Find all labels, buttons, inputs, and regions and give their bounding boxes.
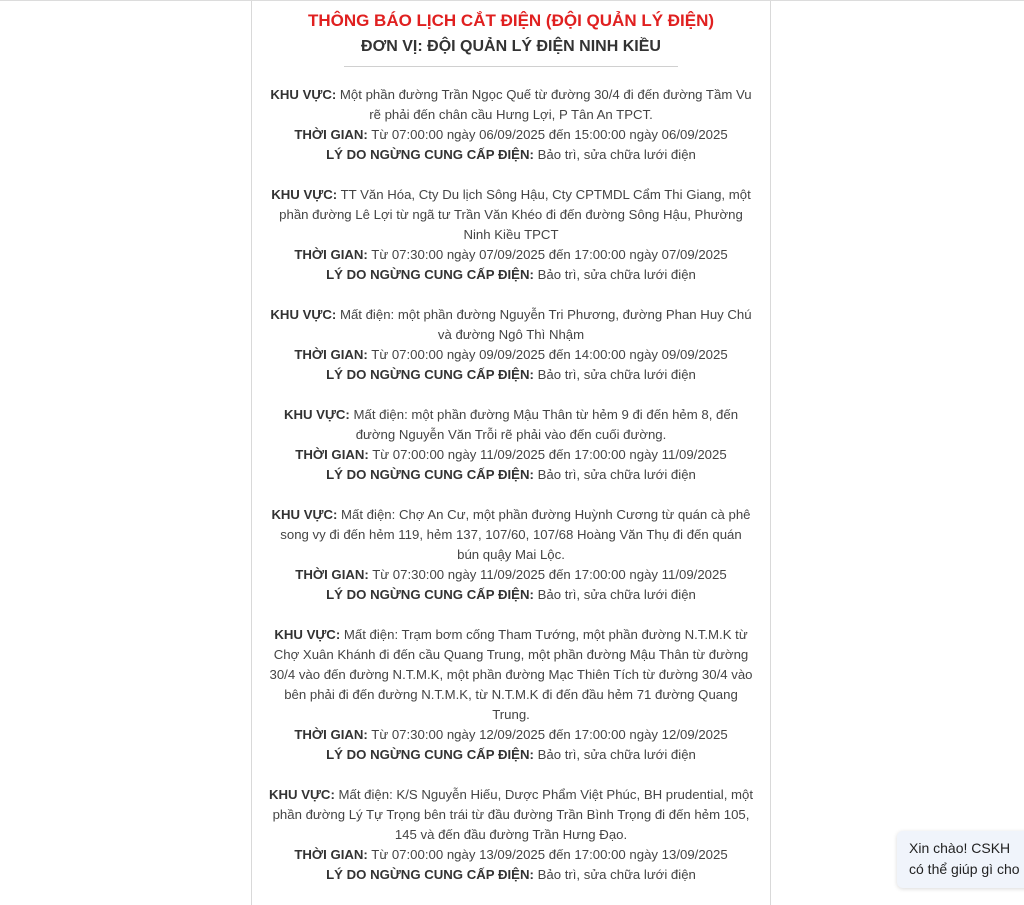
notice-subtitle: ĐƠN VỊ: ĐỘI QUẢN LÝ ĐIỆN NINH KIỀU <box>361 38 661 55</box>
outage-entry <box>252 405 770 485</box>
entry-time-label: THỜI GIAN: <box>294 247 368 262</box>
entry-reason-value: Bảo trì, sửa chữa lưới điện <box>537 267 696 282</box>
entry-area-label: KHU VỰC: <box>271 187 338 202</box>
entry-area <box>268 85 754 125</box>
entry-area-label: KHU VỰC: <box>283 407 350 422</box>
outage-notice-panel <box>251 1 771 905</box>
title-divider <box>344 66 678 67</box>
entry-reason <box>268 585 754 605</box>
entry-time-label: THỜI GIAN: <box>295 447 369 462</box>
entry-area <box>268 185 754 245</box>
outage-entry <box>252 185 770 285</box>
notice-title: THÔNG BÁO LỊCH CẮT ĐIỆN (ĐỘI QUẢN LÝ ĐIỆN) <box>307 11 715 30</box>
outage-entry <box>252 305 770 385</box>
entry-area-value: Mất điện: Trạm bơm cống Tham Tướng, một phần đường N.T.M.K từ Chợ Xuân Khánh đi đến cầu Quang Trung, một phần đường Mậu Thân từ đường 30/4 vào đến đường N.T.M.K, một phần đường Mạc Thiên Tích từ đường 30/4 vào bên phải đi đến đường N.T.M.K, từ N.T.M.K đi đến đầu hẻm 71 đường Quang Trung. <box>269 627 753 722</box>
entry-reason-label: LÝ DO NGỪNG CUNG CẤP ĐIỆN: <box>326 587 534 602</box>
entry-area-value: Mất điện: K/S Nguyễn Hiếu, Dược Phẩm Việt Phúc, BH prudential, một phần đường Lý Tự Trọng bên trái từ đầu đường Trần Bình Trọng đi đến hẻm 105, 145 và đến đầu đường Trần Hưng Đạo. <box>272 787 754 842</box>
entry-area <box>268 505 754 565</box>
entry-time <box>268 125 754 145</box>
entry-reason-label: LÝ DO NGỪNG CUNG CẤP ĐIỆN: <box>326 467 534 482</box>
entry-time-value: Từ 07:30:00 ngày 11/09/2025 đến 17:00:00 ngày 11/09/2025 <box>372 567 727 582</box>
entry-time-label: THỜI GIAN: <box>294 347 368 362</box>
entry-area-value: TT Văn Hóa, Cty Du lịch Sông Hậu, Cty CPTMDL Cẩm Thi Giang, một phần đường Lê Lợi từ ngã tư Trần Văn Khéo đi đến đường Sông Hậu, Phường Ninh Kiều TPCT <box>279 187 751 242</box>
entry-time-label: THỜI GIAN: <box>294 727 368 742</box>
entry-area-label: KHU VỰC: <box>271 507 338 522</box>
entry-area-label: KHU VỰC: <box>268 787 335 802</box>
entry-area-value: Một phần đường Trần Ngọc Quế từ đường 30/4 đi đến đường Tầm Vu rẽ phải đến chân cầu Hưng Lợi, P Tân An TPCT. <box>339 87 752 122</box>
entry-area-label: KHU VỰC: <box>274 627 341 642</box>
entry-area <box>268 405 754 445</box>
entry-reason <box>268 145 754 165</box>
entry-reason-value: Bảo trì, sửa chữa lưới điện <box>537 147 696 162</box>
entry-time-label: THỜI GIAN: <box>295 567 369 582</box>
outage-entry <box>252 85 770 165</box>
chat-greeting: Xin chào! CSKH <box>909 840 1011 856</box>
entry-time-value: Từ 07:00:00 ngày 13/09/2025 đến 17:00:00 ngày 13/09/2025 <box>371 847 728 862</box>
entry-area <box>268 625 754 725</box>
chat-offer: có thể giúp gì cho <box>909 861 1020 877</box>
entry-time-value: Từ 07:30:00 ngày 07/09/2025 đến 17:00:00 ngày 07/09/2025 <box>371 247 728 262</box>
entry-area-value: Mất điện: một phần đường Nguyễn Tri Phương, đường Phan Huy Chú và đường Ngô Thì Nhậm <box>339 307 752 342</box>
entry-reason-label: LÝ DO NGỪNG CUNG CẤP ĐIỆN: <box>326 367 534 382</box>
entry-time <box>268 845 754 865</box>
entry-time-label: THỜI GIAN: <box>294 127 368 142</box>
entry-area <box>268 785 754 845</box>
entry-reason-value: Bảo trì, sửa chữa lưới điện <box>537 747 696 762</box>
outage-entry-list <box>252 85 770 885</box>
entry-reason-value: Bảo trì, sửa chữa lưới điện <box>537 367 696 382</box>
outage-entry <box>252 625 770 765</box>
entry-time-label: THỜI GIAN: <box>294 847 368 862</box>
entry-time-value: Từ 07:30:00 ngày 12/09/2025 đến 17:00:00 ngày 12/09/2025 <box>371 727 728 742</box>
entry-time <box>268 565 754 585</box>
outage-entry <box>252 785 770 885</box>
outage-entry <box>252 505 770 605</box>
entry-time <box>268 345 754 365</box>
entry-reason-label: LÝ DO NGỪNG CUNG CẤP ĐIỆN: <box>326 867 534 882</box>
entry-time <box>268 445 754 465</box>
entry-time-value: Từ 07:00:00 ngày 11/09/2025 đến 17:00:00 ngày 11/09/2025 <box>372 447 727 462</box>
entry-time <box>268 725 754 745</box>
entry-reason-label: LÝ DO NGỪNG CUNG CẤP ĐIỆN: <box>326 747 534 762</box>
entry-area-value: Mất điện: Chợ An Cư, một phần đường Huỳnh Cương từ quán cà phê song vy đi đến hẻm 119, hẻm 137, 107/60, 107/68 Hoàng Văn Thụ đi đến quán bún quậy Mai Lộc. <box>280 507 751 562</box>
entry-reason-label: LÝ DO NGỪNG CUNG CẤP ĐIỆN: <box>326 147 534 162</box>
entry-time-value: Từ 07:00:00 ngày 06/09/2025 đến 15:00:00 ngày 06/09/2025 <box>371 127 728 142</box>
entry-reason-label: LÝ DO NGỪNG CUNG CẤP ĐIỆN: <box>326 267 534 282</box>
entry-reason <box>268 365 754 385</box>
entry-area-value: Mất điện: một phần đường Mậu Thân từ hẻm 9 đi đến hẻm 8, đến đường Nguyễn Văn Trỗi rẽ phải vào đến cuối đường. <box>353 407 739 442</box>
entry-reason-value: Bảo trì, sửa chữa lưới điện <box>537 587 696 602</box>
entry-area-label: KHU VỰC: <box>270 307 337 322</box>
entry-reason <box>268 265 754 285</box>
entry-reason <box>268 745 754 765</box>
entry-time-value: Từ 07:00:00 ngày 09/09/2025 đến 14:00:00 ngày 09/09/2025 <box>371 347 728 362</box>
entry-reason-value: Bảo trì, sửa chữa lưới điện <box>537 867 696 882</box>
entry-area <box>268 305 754 345</box>
entry-reason-value: Bảo trì, sửa chữa lưới điện <box>537 467 696 482</box>
entry-reason <box>268 465 754 485</box>
support-chat-bubble[interactable] <box>897 831 1024 888</box>
entry-reason <box>268 865 754 885</box>
entry-area-label: KHU VỰC: <box>270 87 337 102</box>
entry-time <box>268 245 754 265</box>
